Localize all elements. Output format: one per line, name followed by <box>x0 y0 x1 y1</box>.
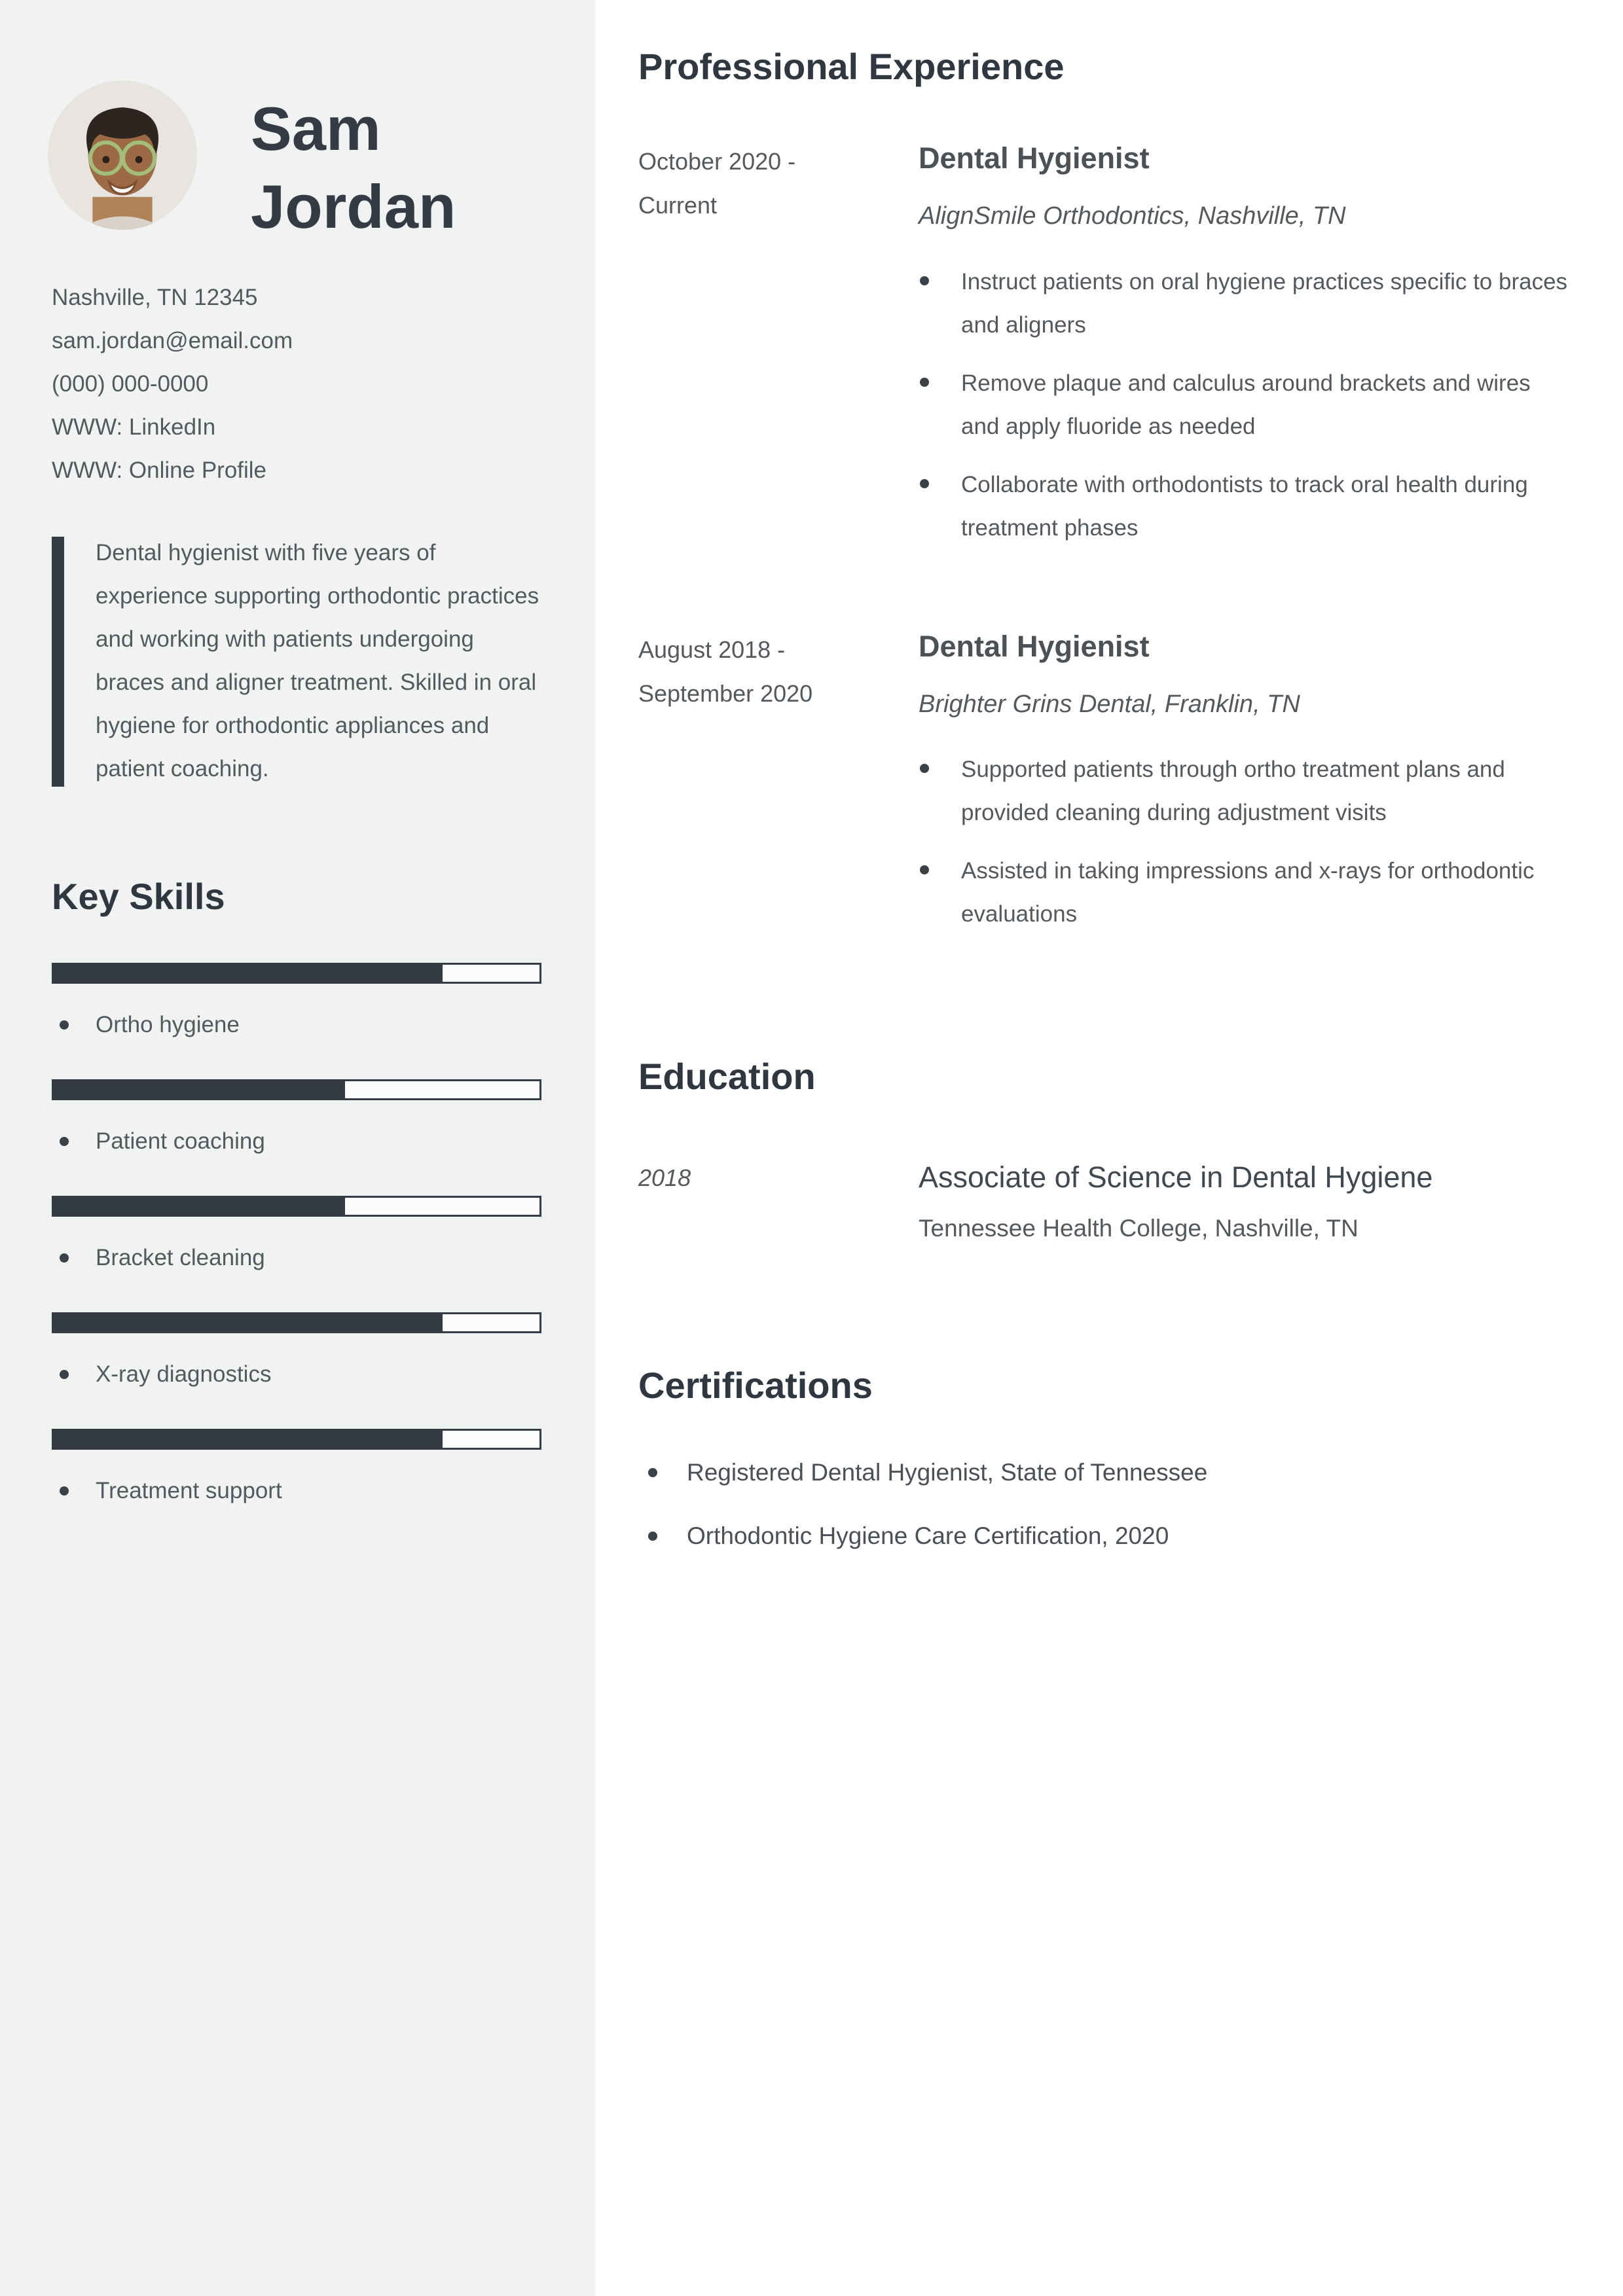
certifications-heading: Certifications <box>638 1364 873 1406</box>
bullet-icon <box>60 1020 69 1030</box>
skill-label-row <box>52 1476 544 1524</box>
bullet-icon <box>648 1532 657 1541</box>
job-bullet-text: Remove plaque and calculus around brackets and wires and apply fluoride as needed <box>961 370 1531 439</box>
job-date-line: August 2018 - <box>638 636 786 663</box>
job-bullet <box>919 260 1572 347</box>
job-entry <box>638 139 1572 565</box>
bullet-icon <box>920 378 929 387</box>
job-bullet-list <box>919 748 1572 936</box>
certifications-list <box>638 1457 1572 1552</box>
education-heading: Education <box>638 1056 816 1098</box>
bullet-icon <box>920 865 929 874</box>
skill-bar-track <box>52 1429 541 1450</box>
bullet-icon <box>60 1137 69 1146</box>
skill-bar-track <box>52 1196 541 1217</box>
job-details <box>919 628 1572 952</box>
skill-bar-fill <box>54 1314 443 1331</box>
job-title: Dental Hygienist <box>919 629 1150 663</box>
education-details <box>919 1159 1572 1244</box>
skill-bar-track <box>52 1312 541 1333</box>
skill-item <box>52 1429 544 1524</box>
contact-email: sam.jordan@email.com <box>52 327 293 353</box>
skill-label: Treatment support <box>96 1477 282 1503</box>
certification-text: Orthodontic Hygiene Care Certification, 2020 <box>687 1522 1169 1550</box>
skill-label: X-ray diagnostics <box>96 1361 272 1387</box>
job-bullet-text: Assisted in taking impressions and x-rays for orthodontic evaluations <box>961 858 1535 927</box>
bullet-icon <box>920 479 929 488</box>
job-bullet-text: Instruct patients on oral hygiene practices specific to braces and aligners <box>961 268 1568 338</box>
contact-phone: (000) 000-0000 <box>52 370 209 397</box>
skill-item <box>52 1196 544 1291</box>
bullet-icon <box>648 1468 657 1477</box>
job-bullet <box>919 463 1572 550</box>
bullet-icon <box>920 276 929 285</box>
skill-label: Bracket cleaning <box>96 1244 265 1270</box>
job-company: Brighter Grins Dental, Franklin, TN <box>919 690 1300 718</box>
skill-label-row <box>52 1126 544 1175</box>
certification-item <box>638 1457 1572 1488</box>
bullet-icon <box>60 1370 69 1379</box>
job-bullet <box>919 850 1572 936</box>
bullet-icon <box>60 1253 69 1263</box>
summary-text: Dental hygienist with five years of experience supporting orthodontic practices and working with patients undergoing braces and aligner treatment. Skilled in oral hygiene for orthodontic appliances and patient coaching. <box>96 539 539 781</box>
skill-bar-fill <box>54 1431 443 1448</box>
skill-bar-fill <box>54 1081 345 1098</box>
job-date-line: Current <box>638 192 718 219</box>
skill-bar-fill <box>54 1198 345 1215</box>
skill-label-row <box>52 1359 544 1408</box>
skill-label: Patient coaching <box>96 1128 265 1154</box>
skill-bar-track <box>52 1079 541 1100</box>
professional-summary <box>52 531 544 791</box>
job-date-line: September 2020 <box>638 679 813 707</box>
skill-label-row <box>52 1010 544 1058</box>
job-bullet-text: Supported patients through ortho treatment plans and provided cleaning during adjustment visits <box>961 757 1505 826</box>
certification-text: Registered Dental Hygienist, State of Tennessee <box>687 1459 1208 1486</box>
job-dates <box>638 139 919 565</box>
certification-item <box>638 1520 1572 1552</box>
skill-label-row <box>52 1243 544 1291</box>
skill-bar-track <box>52 963 541 984</box>
job-date-line: October 2020 - <box>638 148 796 175</box>
education-school: Tennessee Health College, Nashville, TN <box>919 1214 1359 1242</box>
education-entry <box>638 1159 1572 1244</box>
contact-location: Nashville, TN 12345 <box>52 284 258 310</box>
experience-heading: Professional Experience <box>638 46 1065 87</box>
skills-list <box>52 963 544 1524</box>
job-company: AlignSmile Orthodontics, Nashville, TN <box>919 202 1346 230</box>
skill-bar-fill <box>54 965 443 982</box>
education-year: 2018 <box>638 1164 691 1191</box>
contact-info <box>52 276 544 492</box>
profile-photo <box>48 81 197 230</box>
education-degree: Associate of Science in Dental Hygiene <box>919 1160 1433 1194</box>
portrait-avatar-icon <box>48 81 197 230</box>
profile-header <box>52 81 544 246</box>
bullet-icon <box>60 1486 69 1496</box>
sidebar <box>0 0 595 2296</box>
job-entry <box>638 628 1572 952</box>
summary-accent-bar <box>52 537 64 787</box>
job-bullet-list <box>919 260 1572 550</box>
last-name: Jordan <box>251 172 456 242</box>
contact-linkedin: WWW: LinkedIn <box>52 414 216 440</box>
key-skills-heading: Key Skills <box>52 875 225 917</box>
job-details <box>919 139 1572 565</box>
candidate-name <box>251 90 456 246</box>
job-bullet <box>919 362 1572 448</box>
job-title: Dental Hygienist <box>919 141 1150 175</box>
main-column <box>595 0 1623 1584</box>
job-bullet-text: Collaborate with orthodontists to track oral health during treatment phases <box>961 471 1528 541</box>
skill-item <box>52 1079 544 1175</box>
skill-label: Ortho hygiene <box>96 1011 240 1037</box>
skill-item <box>52 963 544 1058</box>
contact-online-profile: WWW: Online Profile <box>52 457 267 483</box>
job-dates <box>638 628 919 952</box>
job-bullet <box>919 748 1572 834</box>
skill-item <box>52 1312 544 1408</box>
first-name: Sam <box>251 94 381 163</box>
bullet-icon <box>920 764 929 773</box>
